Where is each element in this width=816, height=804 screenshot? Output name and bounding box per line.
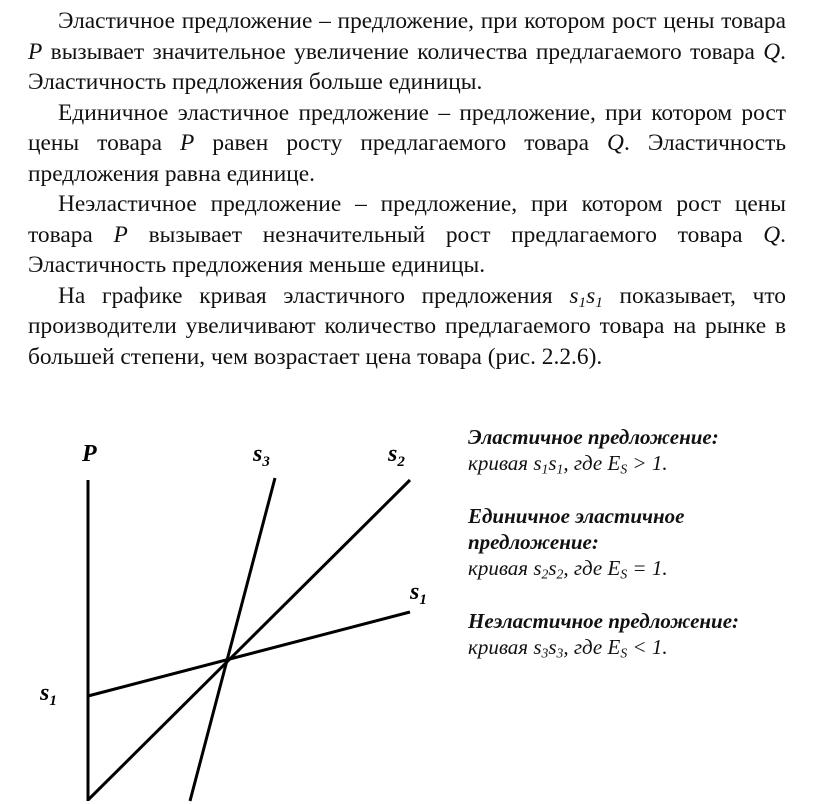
paragraph-elastic-supply: Эластичное предложение – предложение, при котором рост цены товара P вызывает значительное увеличение количества предлагаемого товара Q. Эластичность предложения больше единицы. (28, 8, 786, 95)
label-s2: $s_2$ (388, 441, 405, 470)
legend (468, 424, 798, 687)
legend-item-unit-elastic: Единичное эластичное предложение: кривая $s_2s_2$, где $E_S = 1$. (468, 504, 685, 582)
main-text (28, 6, 786, 372)
legend-item-elastic: Эластичное предложение: кривая $s_1s_1$, где $E_S > 1$. (468, 425, 719, 477)
paragraph-graph-description: На графике кривая эластичного предложения $s_1s_1$ показывает, что производители увеличивают количество предлагаемого товара на рынке в большей степени, чем возрастает цена товара (рис. 2.2.6). (28, 282, 786, 370)
var-q: Q (607, 130, 624, 156)
curve-s1-label: $s_1s_1$ (569, 282, 603, 311)
label-s3: $s_3$ (253, 441, 270, 470)
var-p: P (180, 130, 195, 156)
paragraph-inelastic-supply: Неэластичное предложение – предложение, при котором рост цены товара P вызывает незначительный рост предлагаемого товара Q. Эластичность предложения меньше единицы. (28, 191, 786, 278)
curve-s3 (190, 478, 275, 801)
axis-label-p: P (82, 441, 97, 467)
label-s1-end: $s_1$ (410, 579, 427, 608)
label-s1-start: $s_1$ (40, 680, 57, 709)
legend-item-inelastic: Неэластичное предложение: кривая $s_3s_3$, где $E_S < 1$. (468, 609, 740, 661)
var-q: Q (763, 38, 781, 65)
var-p: P (28, 38, 43, 65)
var-p: P (113, 221, 128, 248)
curve-s1 (88, 612, 410, 696)
var-q: Q (763, 221, 781, 248)
paragraph-unit-elastic-supply: Единичное эластичное предложение – предложение, при котором рост цены товара P равен росту предлагаемого товара Q. Эластичность предложения равна единице. (28, 99, 786, 187)
curve-s2 (88, 480, 410, 800)
